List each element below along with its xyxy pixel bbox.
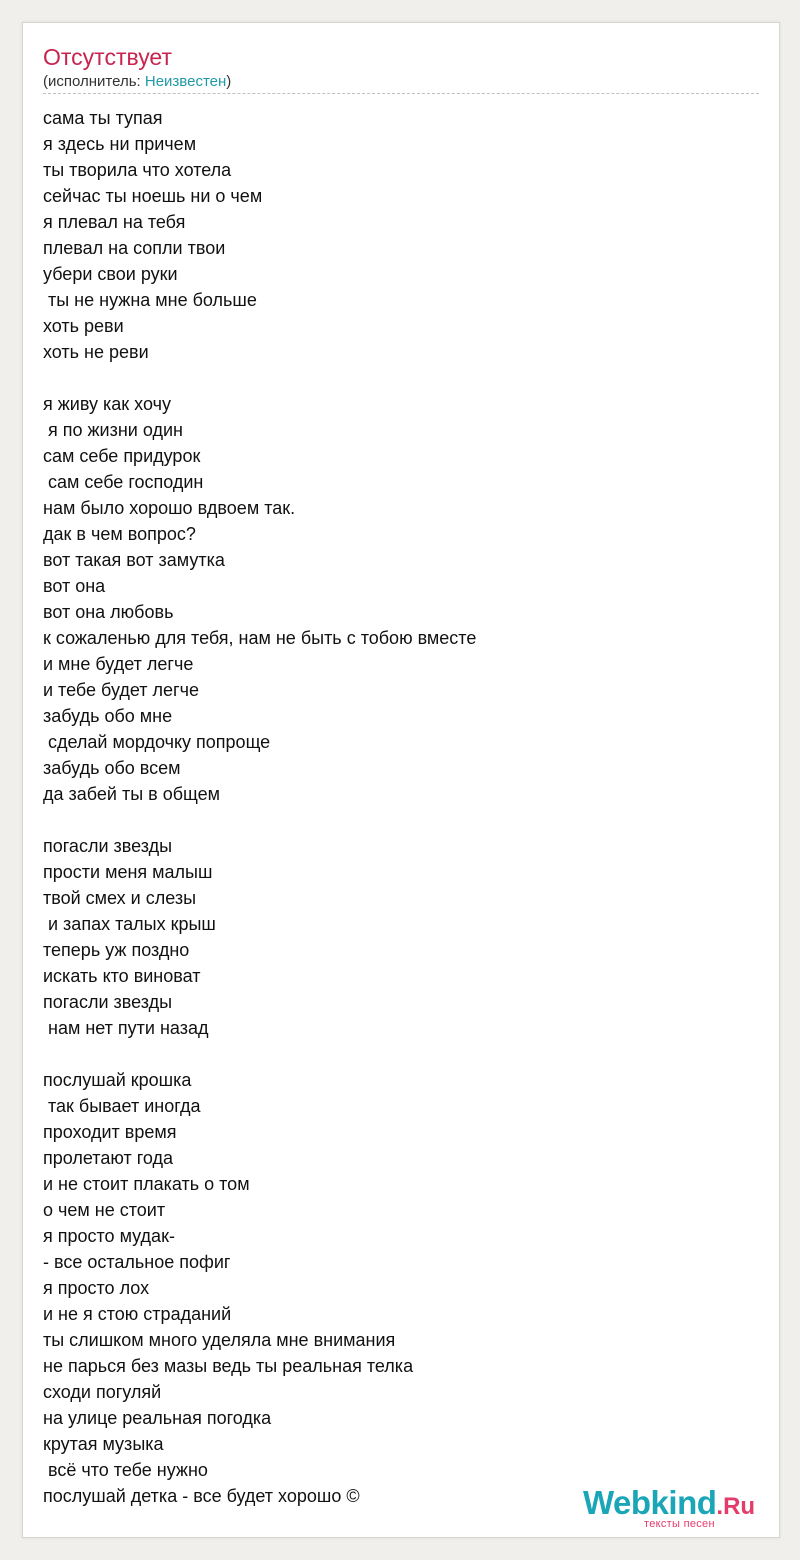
lyric-line: погасли звезды: [43, 836, 173, 856]
lyric-line: крутая музыка: [43, 1434, 164, 1454]
stanza-break: [43, 365, 759, 391]
lyric-line: я плевал на тебя: [43, 212, 186, 232]
lyric-line: и запах талых крыш: [43, 914, 216, 934]
lyric-line: вот она: [43, 576, 106, 596]
lyric-line: и мне будет легче: [43, 654, 194, 674]
lyric-line: нам нет пути назад: [43, 1018, 209, 1038]
lyric-line: сам себе господин: [43, 472, 204, 492]
lyric-line: я просто мудак-: [43, 1226, 175, 1246]
song-title: Отсутствует: [43, 44, 172, 70]
artist-close-paren: ): [226, 73, 232, 90]
lyric-line: забудь обо всем: [43, 758, 181, 778]
lyric-line: - все остальное пофиг: [43, 1252, 231, 1272]
lyric-line: и не я стою страданий: [43, 1304, 232, 1324]
lyric-line: ты творила что хотела: [43, 160, 232, 180]
lyric-line: убери свои руки: [43, 264, 178, 284]
stanza-break: [43, 1041, 759, 1067]
lyric-line: сходи погуляй: [43, 1382, 162, 1402]
artist-label: (исполнитель:: [43, 73, 145, 90]
lyric-line: вот она любовь: [43, 602, 174, 622]
dashed-divider: [43, 93, 759, 94]
lyric-line: дак в чем вопрос?: [43, 524, 196, 544]
lyric-line: и не стоит плакать о том: [43, 1174, 250, 1194]
lyric-line: искать кто виноват: [43, 966, 201, 986]
lyric-line: нам было хорошо вдвоем так.: [43, 498, 296, 518]
stanza-break: [43, 807, 759, 833]
lyric-line: сейчас ты ноешь ни о чем: [43, 186, 263, 206]
lyric-line: послушай детка - все будет хорошо ©: [43, 1486, 360, 1506]
logo-tagline: тексты песен: [644, 1518, 715, 1530]
lyric-line: теперь уж поздно: [43, 940, 190, 960]
lyric-line: я просто лох: [43, 1278, 150, 1298]
lyric-line: твой смех и слезы: [43, 888, 197, 908]
lyric-line: послушай крошка: [43, 1070, 192, 1090]
site-logo[interactable]: [583, 1485, 773, 1531]
lyric-line: сделай мордочку попроще: [43, 732, 271, 752]
lyric-line: не парься без мазы ведь ты реальная телка: [43, 1356, 414, 1376]
lyric-line: пролетают года: [43, 1148, 173, 1168]
artist-link[interactable]: Неизвестен: [144, 73, 227, 90]
lyric-line: плевал на сопли твои: [43, 238, 226, 258]
lyric-line: хоть реви: [43, 316, 124, 336]
lyric-line: о чем не стоит: [43, 1200, 166, 1220]
logo-word: Webkind: [583, 1484, 717, 1521]
lyric-line: я по жизни один: [43, 420, 183, 440]
lyrics-card: [22, 22, 780, 1538]
lyric-line: да забей ты в общем: [43, 784, 221, 804]
lyric-line: ты слишком много уделяла мне внимания: [43, 1330, 396, 1350]
lyric-line: я живу как хочу: [43, 394, 171, 414]
lyric-line: и тебе будет легче: [43, 680, 199, 700]
lyric-line: забудь обо мне: [43, 706, 173, 726]
lyric-line: к сожаленью для тебя, нам не быть с тобою вместе: [43, 628, 477, 648]
lyric-line: я здесь ни причем: [43, 134, 197, 154]
lyric-line: проходит время: [43, 1122, 177, 1142]
lyric-line: сам себе придурок: [43, 446, 201, 466]
lyric-line: хоть не реви: [43, 342, 149, 362]
lyric-line: всё что тебе нужно: [43, 1460, 208, 1480]
logo-tld: .Ru: [716, 1493, 756, 1520]
lyric-line: так бывает иногда: [43, 1096, 201, 1116]
lyric-line: ты не нужна мне больше: [43, 290, 257, 310]
lyric-line: сама ты тупая: [43, 108, 163, 128]
lyric-line: на улице реальная погодка: [43, 1408, 272, 1428]
lyric-line: вот такая вот замутка: [43, 550, 225, 570]
lyric-line: прости меня малыш: [43, 862, 213, 882]
lyric-line: погасли звезды: [43, 992, 173, 1012]
lyrics-body: [43, 105, 759, 1509]
artist-line: [43, 73, 231, 91]
